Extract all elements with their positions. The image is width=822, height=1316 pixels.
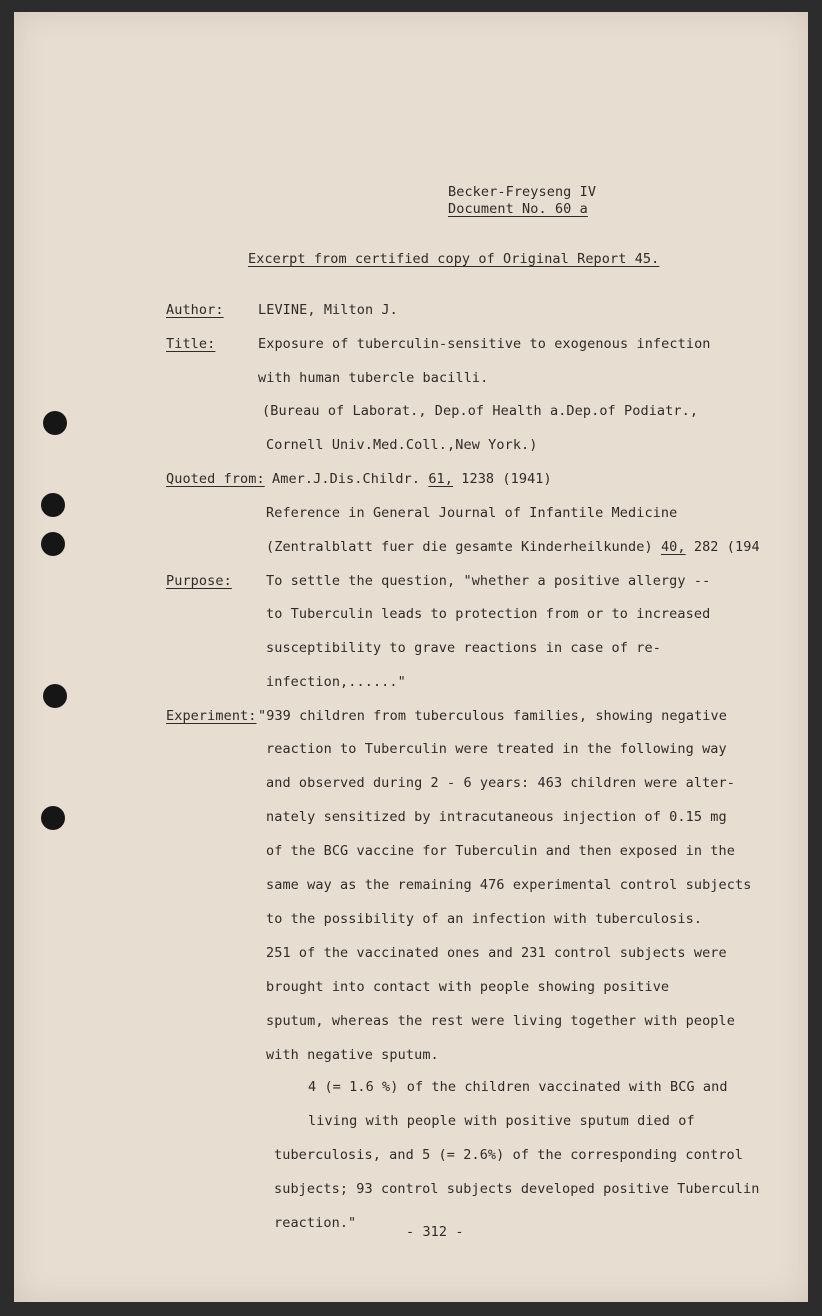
author-value: LEVINE, Milton J. — [258, 302, 398, 318]
reference-line-2: (Zentralblatt fuer die gesamte Kinderheilkunde) 40, 282 (194 — [266, 539, 760, 555]
title-line: (Bureau of Laborat., Dep.of Health a.Dep.of Podiatr., — [262, 403, 699, 419]
experiment-line: reaction to Tuberculin were treated in the following way — [266, 741, 727, 757]
page-number: - 312 - — [406, 1224, 464, 1240]
reference-line: Reference in General Journal of Infantile Medicine — [266, 505, 678, 521]
experiment-result-line: 4 (= 1.6 %) of the children vaccinated with BCG and — [308, 1079, 728, 1095]
document-page — [14, 12, 808, 1302]
purpose-label: Purpose: — [166, 573, 232, 589]
experiment-label: Experiment: — [166, 708, 257, 724]
punch-hole — [41, 806, 65, 830]
header-line-2: Document No. 60 a — [448, 201, 588, 217]
experiment-line: of the BCG vaccine for Tuberculin and then exposed in the — [266, 843, 735, 859]
purpose-line: To settle the question, "whether a positive allergy -- — [266, 573, 711, 589]
experiment-line: nately sensitized by intracutaneous injection of 0.15 mg — [266, 809, 727, 825]
header-line-1: Becker-Freyseng IV — [448, 184, 597, 200]
experiment-line: sputum, whereas the rest were living together with people — [266, 1013, 735, 1029]
purpose-line: infection,......" — [266, 674, 406, 690]
author-label: Author: — [166, 302, 224, 318]
experiment-line: with negative sputum. — [266, 1047, 439, 1063]
purpose-line: to Tuberculin leads to protection from or to increased — [266, 606, 711, 622]
title-label: Title: — [166, 336, 216, 352]
experiment-result-line: tuberculosis, and 5 (= 2.6%) of the corresponding control — [274, 1147, 743, 1163]
experiment-line: to the possibility of an infection with tuberculosis. — [266, 911, 703, 927]
experiment-line: 251 of the vaccinated ones and 231 control subjects were — [266, 945, 727, 961]
page-heading: Excerpt from certified copy of Original Report 45. — [248, 251, 660, 267]
experiment-result-line: living with people with positive sputum died of — [308, 1113, 695, 1129]
experiment-result-line: subjects; 93 control subjects developed positive Tuberculin — [274, 1181, 760, 1197]
punch-hole — [43, 411, 67, 435]
punch-hole — [43, 684, 67, 708]
purpose-line: susceptibility to grave reactions in case of re- — [266, 640, 661, 656]
experiment-result-line: reaction." — [274, 1215, 357, 1231]
title-line: Exposure of tuberculin-sensitive to exogenous infection — [258, 336, 711, 352]
experiment-line: "939 children from tuberculous families, showing negative — [258, 708, 727, 724]
volume-number: 61, — [428, 471, 454, 487]
punch-hole — [41, 532, 65, 556]
experiment-line: brought into contact with people showing positive — [266, 979, 670, 995]
citation: Amer.J.Dis.Childr. 61, 1238 (1941) — [272, 471, 552, 487]
title-line: Cornell Univ.Med.Coll.,New York.) — [266, 437, 538, 453]
punch-hole — [41, 493, 65, 517]
quoted-label: Quoted from: — [166, 471, 265, 487]
experiment-line: same way as the remaining 476 experimental control subjects — [266, 877, 752, 893]
volume-number: 40, — [660, 539, 686, 555]
title-line: with human tubercle bacilli. — [258, 370, 489, 386]
experiment-line: and observed during 2 - 6 years: 463 children were alter- — [266, 775, 735, 791]
